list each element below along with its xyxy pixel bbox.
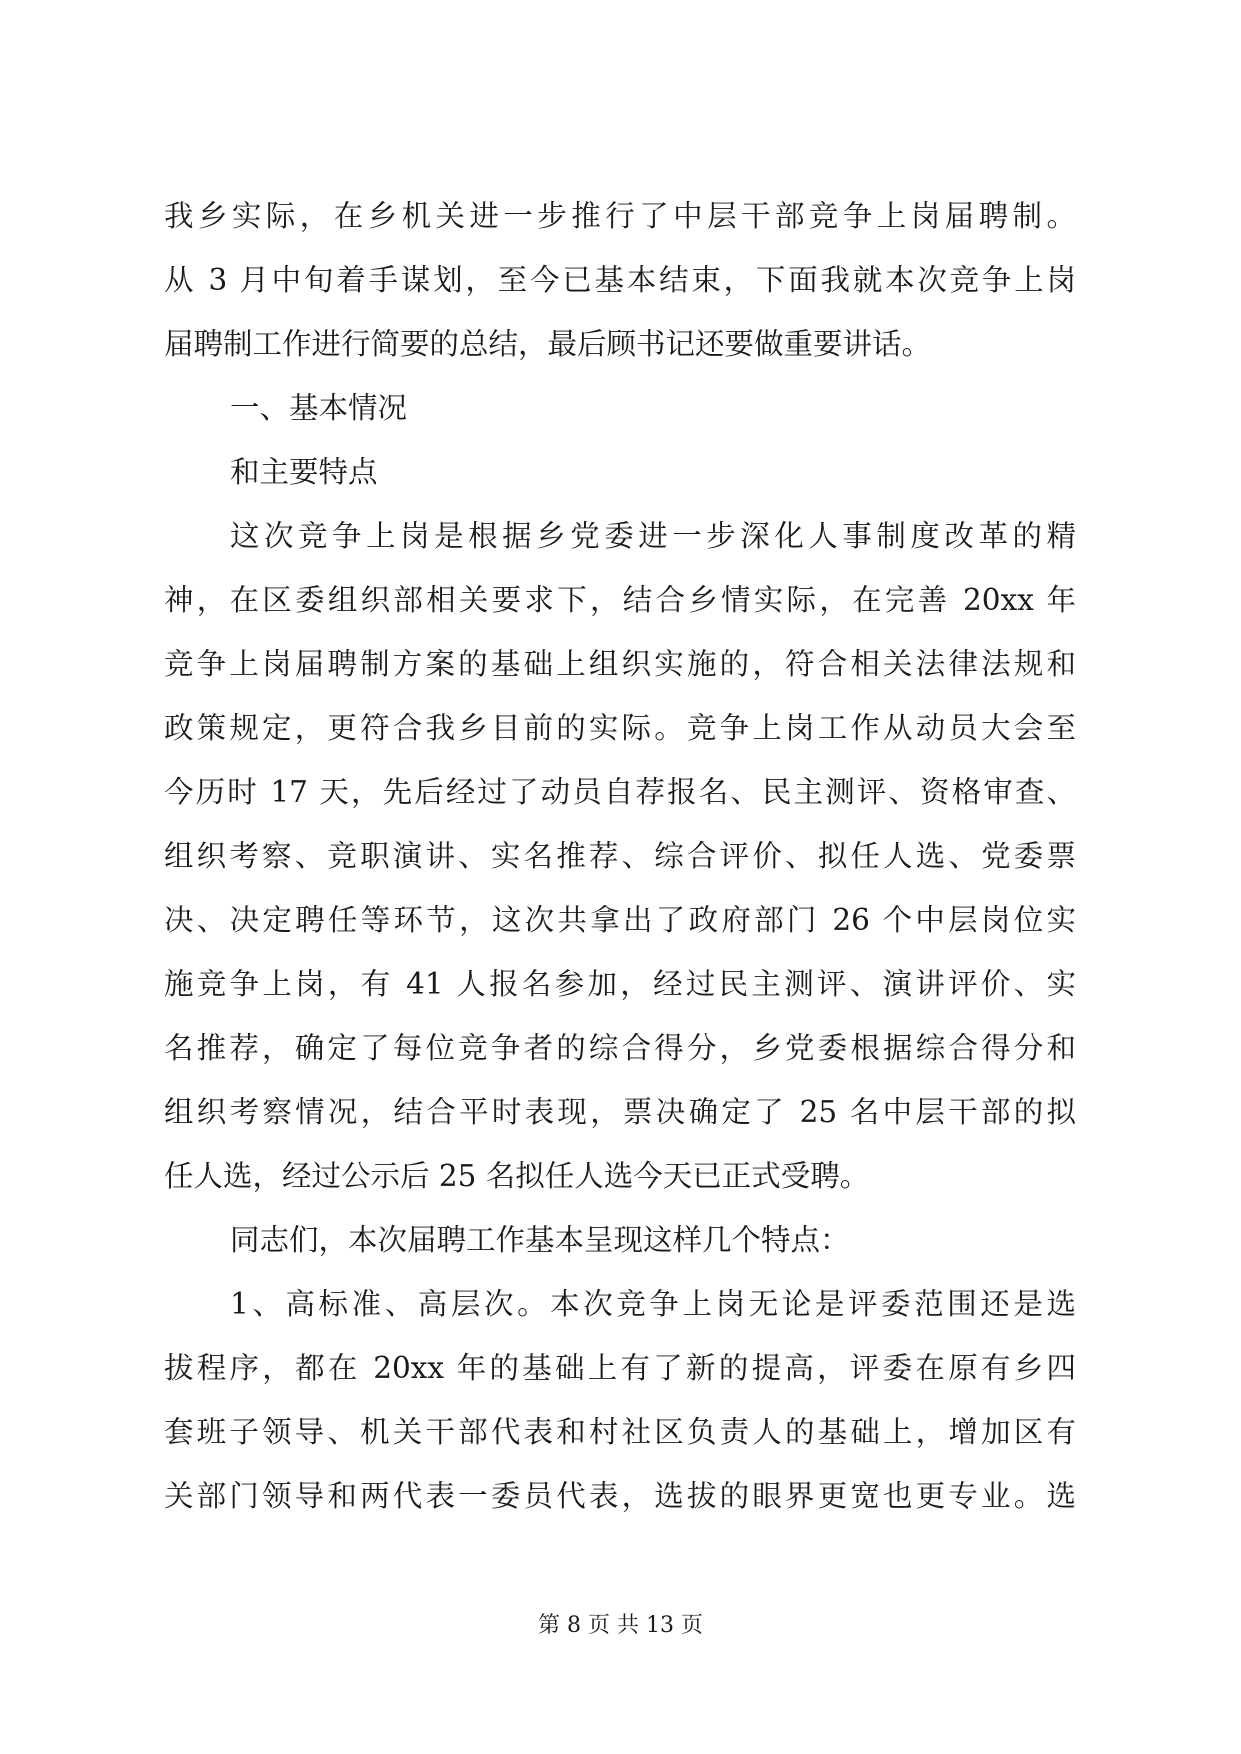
- text-line: 从 3 月中旬着手谋划，至今已基本结束，下面我就本次竞争上岗: [164, 263, 1076, 297]
- text-line: 同志们，本次届聘工作基本呈现这样几个特点：: [230, 1223, 850, 1257]
- text-line: 我乡实际，在乡机关进一步推行了中层干部竞争上岗届聘制。: [164, 199, 1076, 233]
- text-line: 这次竞争上岗是根据乡党委进一步深化人事制度改革的精: [230, 519, 1076, 553]
- document-body: [164, 184, 1076, 1528]
- text-line: 任人选，经过公示后 25 名拟任人选今天已正式受聘。: [164, 1159, 870, 1193]
- page-number-footer: 第 8 页 共 13 页: [538, 1613, 703, 1638]
- text-line: 今历时 17 天，先后经过了动员自荐报名、民主测评、资格审查、: [164, 775, 1076, 809]
- text-line: 施竞争上岗，有 41 人报名参加，经过民主测评、演讲评价、实: [164, 967, 1076, 1001]
- text-line: 届聘制工作进行简要的总结，最后顾书记还要做重要讲话。: [164, 327, 932, 361]
- section-heading: 一、基本情况: [230, 391, 408, 425]
- text-line: 名推荐，确定了每位竞争者的综合得分，乡党委根据综合得分和: [164, 1031, 1076, 1065]
- text-line: 政策规定，更符合我乡目前的实际。竞争上岗工作从动员大会至: [164, 711, 1076, 745]
- text-line: 拔程序，都在 20xx 年的基础上有了新的提高，评委在原有乡四: [164, 1351, 1076, 1385]
- text-line: 神，在区委组织部相关要求下，结合乡情实际，在完善 20xx 年: [164, 583, 1076, 617]
- text-line: 组织考察情况，结合平时表现，票决确定了 25 名中层干部的拟: [164, 1095, 1076, 1129]
- text-line: 1、高标准、高层次。本次竞争上岗无论是评委范围还是选: [230, 1287, 1076, 1321]
- text-line: 关部门领导和两代表一委员代表，选拔的眼界更宽也更专业。选: [164, 1479, 1076, 1513]
- section-heading-continued: 和主要特点: [230, 455, 378, 489]
- text-line: 套班子领导、机关干部代表和村社区负责人的基础上，增加区有: [164, 1415, 1076, 1449]
- text-line: 组织考察、竞职演讲、实名推荐、综合评价、拟任人选、党委票: [164, 839, 1076, 873]
- text-line: 决、决定聘任等环节，这次共拿出了政府部门 26 个中层岗位实: [164, 903, 1076, 937]
- text-line: 竞争上岗届聘制方案的基础上组织实施的，符合相关法律法规和: [164, 647, 1076, 681]
